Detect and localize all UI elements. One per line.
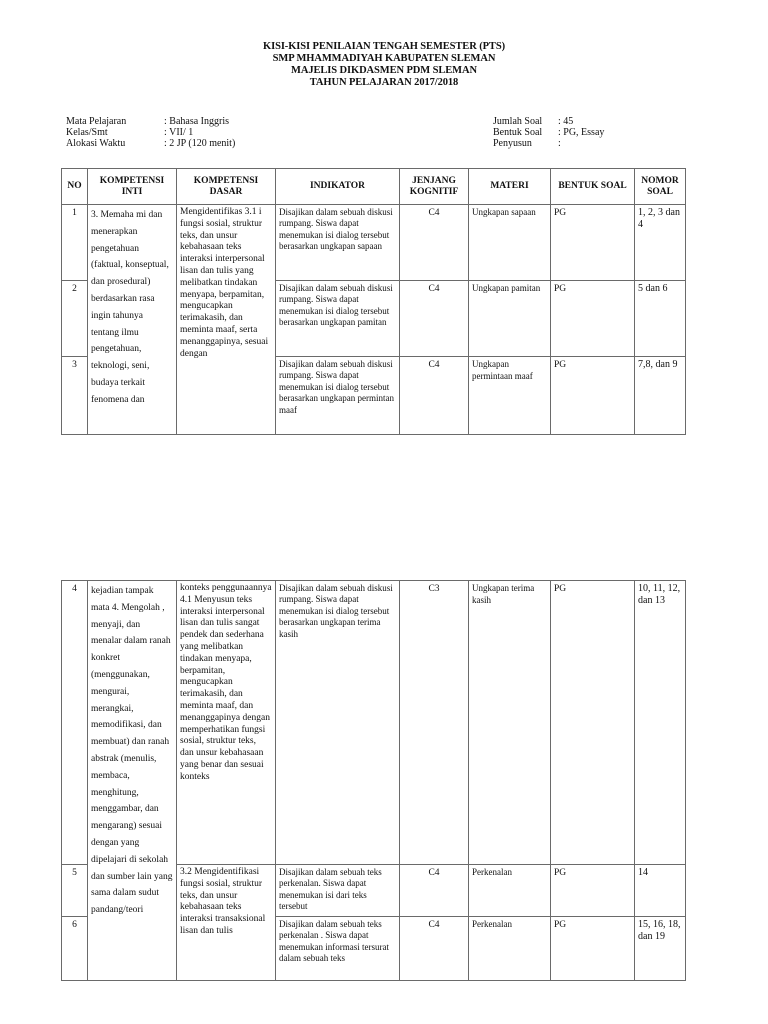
cell-nomor: 10, 11, 12, dan 13 — [635, 581, 686, 865]
cell-nomor: 5 dan 6 — [635, 281, 686, 357]
info-class — [66, 127, 235, 138]
cell-indikator: Disajikan dalam sebuah diskusi rumpang. Siswa dapat menemukan isi dialog tersebut berasarkan ungkapan sapaan — [276, 205, 400, 281]
info-time — [66, 138, 235, 149]
cell-bentuk: PG — [551, 917, 635, 981]
table-row — [62, 205, 686, 281]
cell-jenjang: C3 — [400, 581, 469, 865]
info-label: Penyusun — [493, 138, 532, 149]
cell-materi: Perkenalan — [469, 865, 551, 917]
cell-kompetensi-inti: kejadian tampak mata 4. Mengolah , menyaji, dan menalar dalam ranah konkret (menggunakan, mengurai, merangkai, memodifikasi, dan membuat) dan ranah abstrak (menulis, membaca, menghitung, menggambar, dan mengarang) sesuai dengan yang dipelajari di sekolah dan sumber lain yang sama dalam sudut pandang/teori — [88, 581, 177, 981]
cell-jenjang: C4 — [400, 281, 469, 357]
info-left — [66, 116, 235, 149]
cell-jenjang: C4 — [400, 357, 469, 435]
cell-jenjang: C4 — [400, 865, 469, 917]
header-title: KISI-KISI PENILAIAN TENGAH SEMESTER (PTS) — [263, 41, 505, 52]
cell-no: 1 — [62, 205, 88, 281]
cell-materi: Ungkapan sapaan — [469, 205, 551, 281]
cell-materi: Ungkapan pamitan — [469, 281, 551, 357]
cell-no: 6 — [62, 917, 88, 981]
cell-jenjang: C4 — [400, 917, 469, 981]
cell-no: 2 — [62, 281, 88, 357]
cell-indikator: Disajikan dalam sebuah diskusi rumpang. Siswa dapat menemukan isi dialog tersebut berasarkan ungkapan terima kasih — [276, 581, 400, 865]
cell-nomor: 15, 16, 18, dan 19 — [635, 917, 686, 981]
info-label: Mata Pelajaran — [66, 116, 127, 127]
col-header-no: NO — [62, 169, 88, 205]
cell-bentuk: PG — [551, 205, 635, 281]
cell-jenjang: C4 — [400, 205, 469, 281]
cell-bentuk: PG — [551, 865, 635, 917]
cell-kompetensi-dasar: Mengidentifikas 3.1 i fungsi sosial, struktur teks, dan unsur kebahasaan teks interaksi interpersonal lisan dan tulis yang melibatkan tindakan menyapa, berpamitan, mengucapkan terimakasih, dan meminta maaf, serta menanggapinya, sesuai dengan — [177, 205, 276, 435]
cell-indikator: Disajikan dalam sebuah diskusi rumpang. Siswa dapat menemukan isi dialog tersebut berasarkan ungkapan permintan maaf — [276, 357, 400, 435]
info-value: : PG, Essay — [558, 127, 605, 138]
info-subject — [66, 116, 235, 127]
info-label: Alokasi Waktu — [66, 138, 126, 149]
table-row — [62, 581, 686, 865]
header-council: MAJELIS DIKDASMEN PDM SLEMAN — [291, 65, 477, 76]
cell-nomor: 1, 2, 3 dan 4 — [635, 205, 686, 281]
info-question-type — [493, 127, 604, 138]
cell-no: 5 — [62, 865, 88, 917]
header-school: SMP MHAMMADIYAH KABUPATEN SLEMAN — [272, 53, 496, 64]
header-year: TAHUN PELAJARAN 2017/2018 — [309, 77, 459, 88]
col-header-bentuk: BENTUK SOAL — [551, 169, 635, 205]
info-value: : 2 JP (120 menit) — [164, 138, 236, 149]
info-value: : Bahasa Inggris — [164, 116, 229, 127]
cell-no: 3 — [62, 357, 88, 435]
info-label: Kelas/Smt — [66, 127, 108, 138]
col-header-nomor: NOMOR SOAL — [635, 169, 686, 205]
grid-table-page2 — [61, 580, 686, 981]
info-question-count — [493, 116, 604, 127]
info-label: Jumlah Soal — [493, 116, 543, 127]
cell-indikator: Disajikan dalam sebuah teks perkenalan. Siswa dapat menemukan isi dari teks tersebut — [276, 865, 400, 917]
col-header-indikator: INDIKATOR — [276, 169, 400, 205]
info-value: : 45 — [558, 116, 574, 127]
col-header-jenjang: JENJANG KOGNITIF — [400, 169, 469, 205]
info-label: Bentuk Soal — [493, 127, 543, 138]
col-header-ki: KOMPETENSI INTI — [88, 169, 177, 205]
document-header — [0, 41, 768, 89]
cell-kompetensi-dasar: 3.2 Mengidentifikasi fungsi sosial, struktur teks, dan unsur kebahasaan teks interaksi transaksional lisan dan tulis — [177, 865, 276, 981]
cell-kompetensi-dasar: konteks penggunaannya 4.1 Menyusun teks interaksi interpersonal lisan dan tulis sangat pendek dan sederhana yang melibatkan tindakan menyapa, berpamitan, mengucapkan terimakasih, dan meminta maaf, dan menanggapinya dengan memperhatikan fungsi sosial, struktur teks, dan unsur kebahasaan yang benar dan sesuai konteks — [177, 581, 276, 865]
info-right — [493, 116, 604, 149]
info-author — [493, 138, 604, 149]
col-header-kd: KOMPETENSI DASAR — [177, 169, 276, 205]
cell-materi: Perkenalan — [469, 917, 551, 981]
cell-nomor: 7,8, dan 9 — [635, 357, 686, 435]
cell-bentuk: PG — [551, 281, 635, 357]
cell-materi: Ungkapan permintaan maaf — [469, 357, 551, 435]
grid-table-page1 — [61, 168, 686, 435]
cell-indikator: Disajikan dalam sebuah diskusi rumpang. Siswa dapat menemukan isi dialog tersebut berasarkan ungkapan pamitan — [276, 281, 400, 357]
cell-bentuk: PG — [551, 581, 635, 865]
cell-bentuk: PG — [551, 357, 635, 435]
cell-materi: Ungkapan terima kasih — [469, 581, 551, 865]
cell-kompetensi-inti: 3. Memaha mi dan menerapkan pengetahuan (faktual, konseptual, dan prosedural) berdasarkan rasa ingin tahunya tentang ilmu pengetahuan, teknologi, seni, budaya terkait fenomena dan — [88, 205, 177, 435]
cell-no: 4 — [62, 581, 88, 865]
info-value: : — [558, 138, 561, 149]
cell-indikator: Disajikan dalam sebuah teks perkenalan . Siswa dapat menemukan informasi tersurat dalam sebuah teks — [276, 917, 400, 981]
info-value: : VII/ 1 — [164, 127, 194, 138]
table-header-row — [62, 169, 686, 205]
col-header-materi: MATERI — [469, 169, 551, 205]
cell-nomor: 14 — [635, 865, 686, 917]
